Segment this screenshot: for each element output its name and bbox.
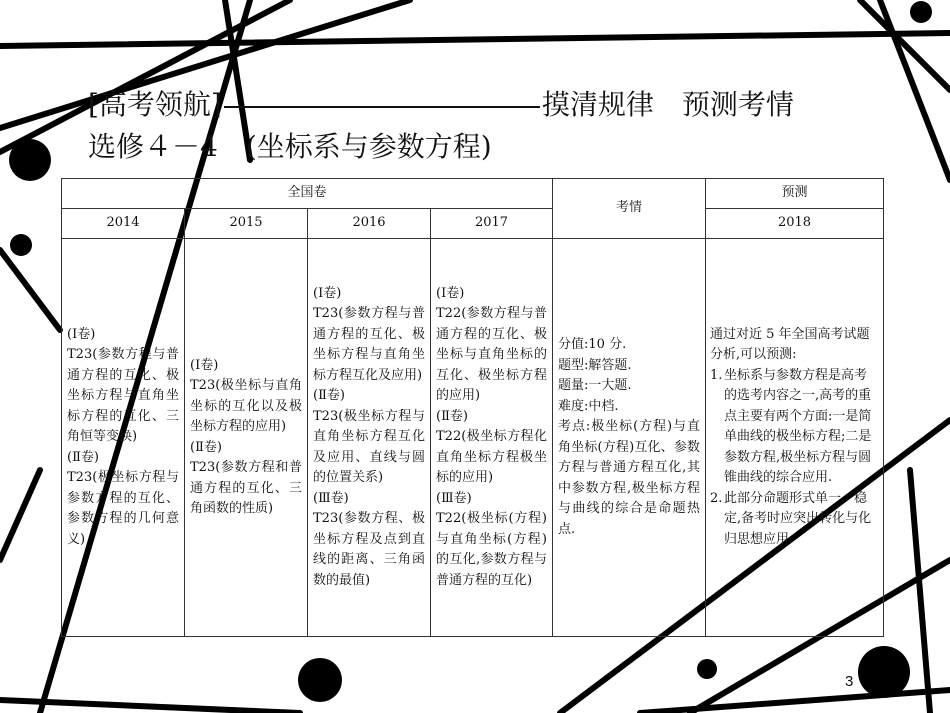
- yuce-header: 预测: [706, 179, 884, 209]
- section-header: [88, 86, 794, 124]
- national-header: 全国卷: [62, 179, 553, 209]
- prediction-item-number: 2.: [710, 490, 723, 506]
- header-tag: [高考领航]: [88, 88, 222, 121]
- header-rule: [224, 106, 540, 108]
- cell-2017: (Ⅰ卷) T22(参数方程与普通方程的互化、极坐标与直角坐标的互化、极坐标方程的应用) (Ⅱ卷) T22(极坐标方程化直角坐标方程极坐标的应用) (Ⅲ卷) T22(极坐标(方程)与直角坐标(方程)的互化,参数方程与普通方程的互化): [431, 239, 553, 637]
- prediction-item-text: 坐标系与参数方程是高考的选考内容之一,高考的重点主要有两个方面:一是简单曲线的极坐标方程;二是参数方程,极坐标方程与圆锥曲线的综合应用.: [724, 367, 872, 486]
- header-slogan: 摸清规律 预测考情: [541, 88, 794, 121]
- year-2014-header: 2014: [62, 209, 185, 239]
- cell-2014: (Ⅰ卷) T23(参数方程与普通方程的互化、极坐标方程与直角坐标方程的互化、三角恒等变换) (Ⅱ卷) T23(极坐标方程与参数方程的互化、参数方程的几何意义): [62, 239, 185, 637]
- cell-2016: (Ⅰ卷) T23(参数方程与普通方程的互化、极坐标方程与直角坐标方程互化及应用) (Ⅱ卷) T23(极坐标方程与直角坐标方程互化及应用、直线与圆的位置关系) (Ⅲ卷) T23(参数方程、极坐标方程及点到直线的距离、三角函数的最值): [308, 239, 431, 637]
- kaoqing-cell: 分值:10 分. 题型:解答题. 题量:一大题. 难度:中档. 考点:极坐标(方程)与直角坐标(方程)互化、参数方程与普通方程互化,其中参数方程,极坐标方程与曲线的综合是命题热点.: [553, 239, 706, 637]
- year-2015-header: 2015: [185, 209, 308, 239]
- year-2016-header: 2016: [308, 209, 431, 239]
- year-2018-header: 2018: [706, 209, 884, 239]
- exam-analysis-table: [61, 178, 884, 637]
- prediction-cell: [706, 239, 884, 637]
- cell-2015: (Ⅰ卷) T23(极坐标与直角坐标的互化以及极坐标方程的应用) (Ⅱ卷) T23(参数方程和普通方程的互化、三角函数的性质): [185, 239, 308, 637]
- prediction-item-number: 1.: [710, 367, 723, 383]
- page-number: 3: [845, 673, 854, 690]
- prediction-item: [710, 366, 879, 489]
- page-title: 选修４－4 (坐标系与参数方程): [88, 130, 492, 163]
- year-2017-header: 2017: [431, 209, 553, 239]
- prediction-item-text: 此部分命题形式单一、稳定,备考时应突出转化与化归思想应用.: [724, 490, 872, 547]
- prediction-intro: 通过对近 5 年全国高考试题分析,可以预测:: [710, 326, 870, 363]
- kaoqing-header: 考情: [553, 179, 706, 239]
- prediction-item: [710, 489, 879, 551]
